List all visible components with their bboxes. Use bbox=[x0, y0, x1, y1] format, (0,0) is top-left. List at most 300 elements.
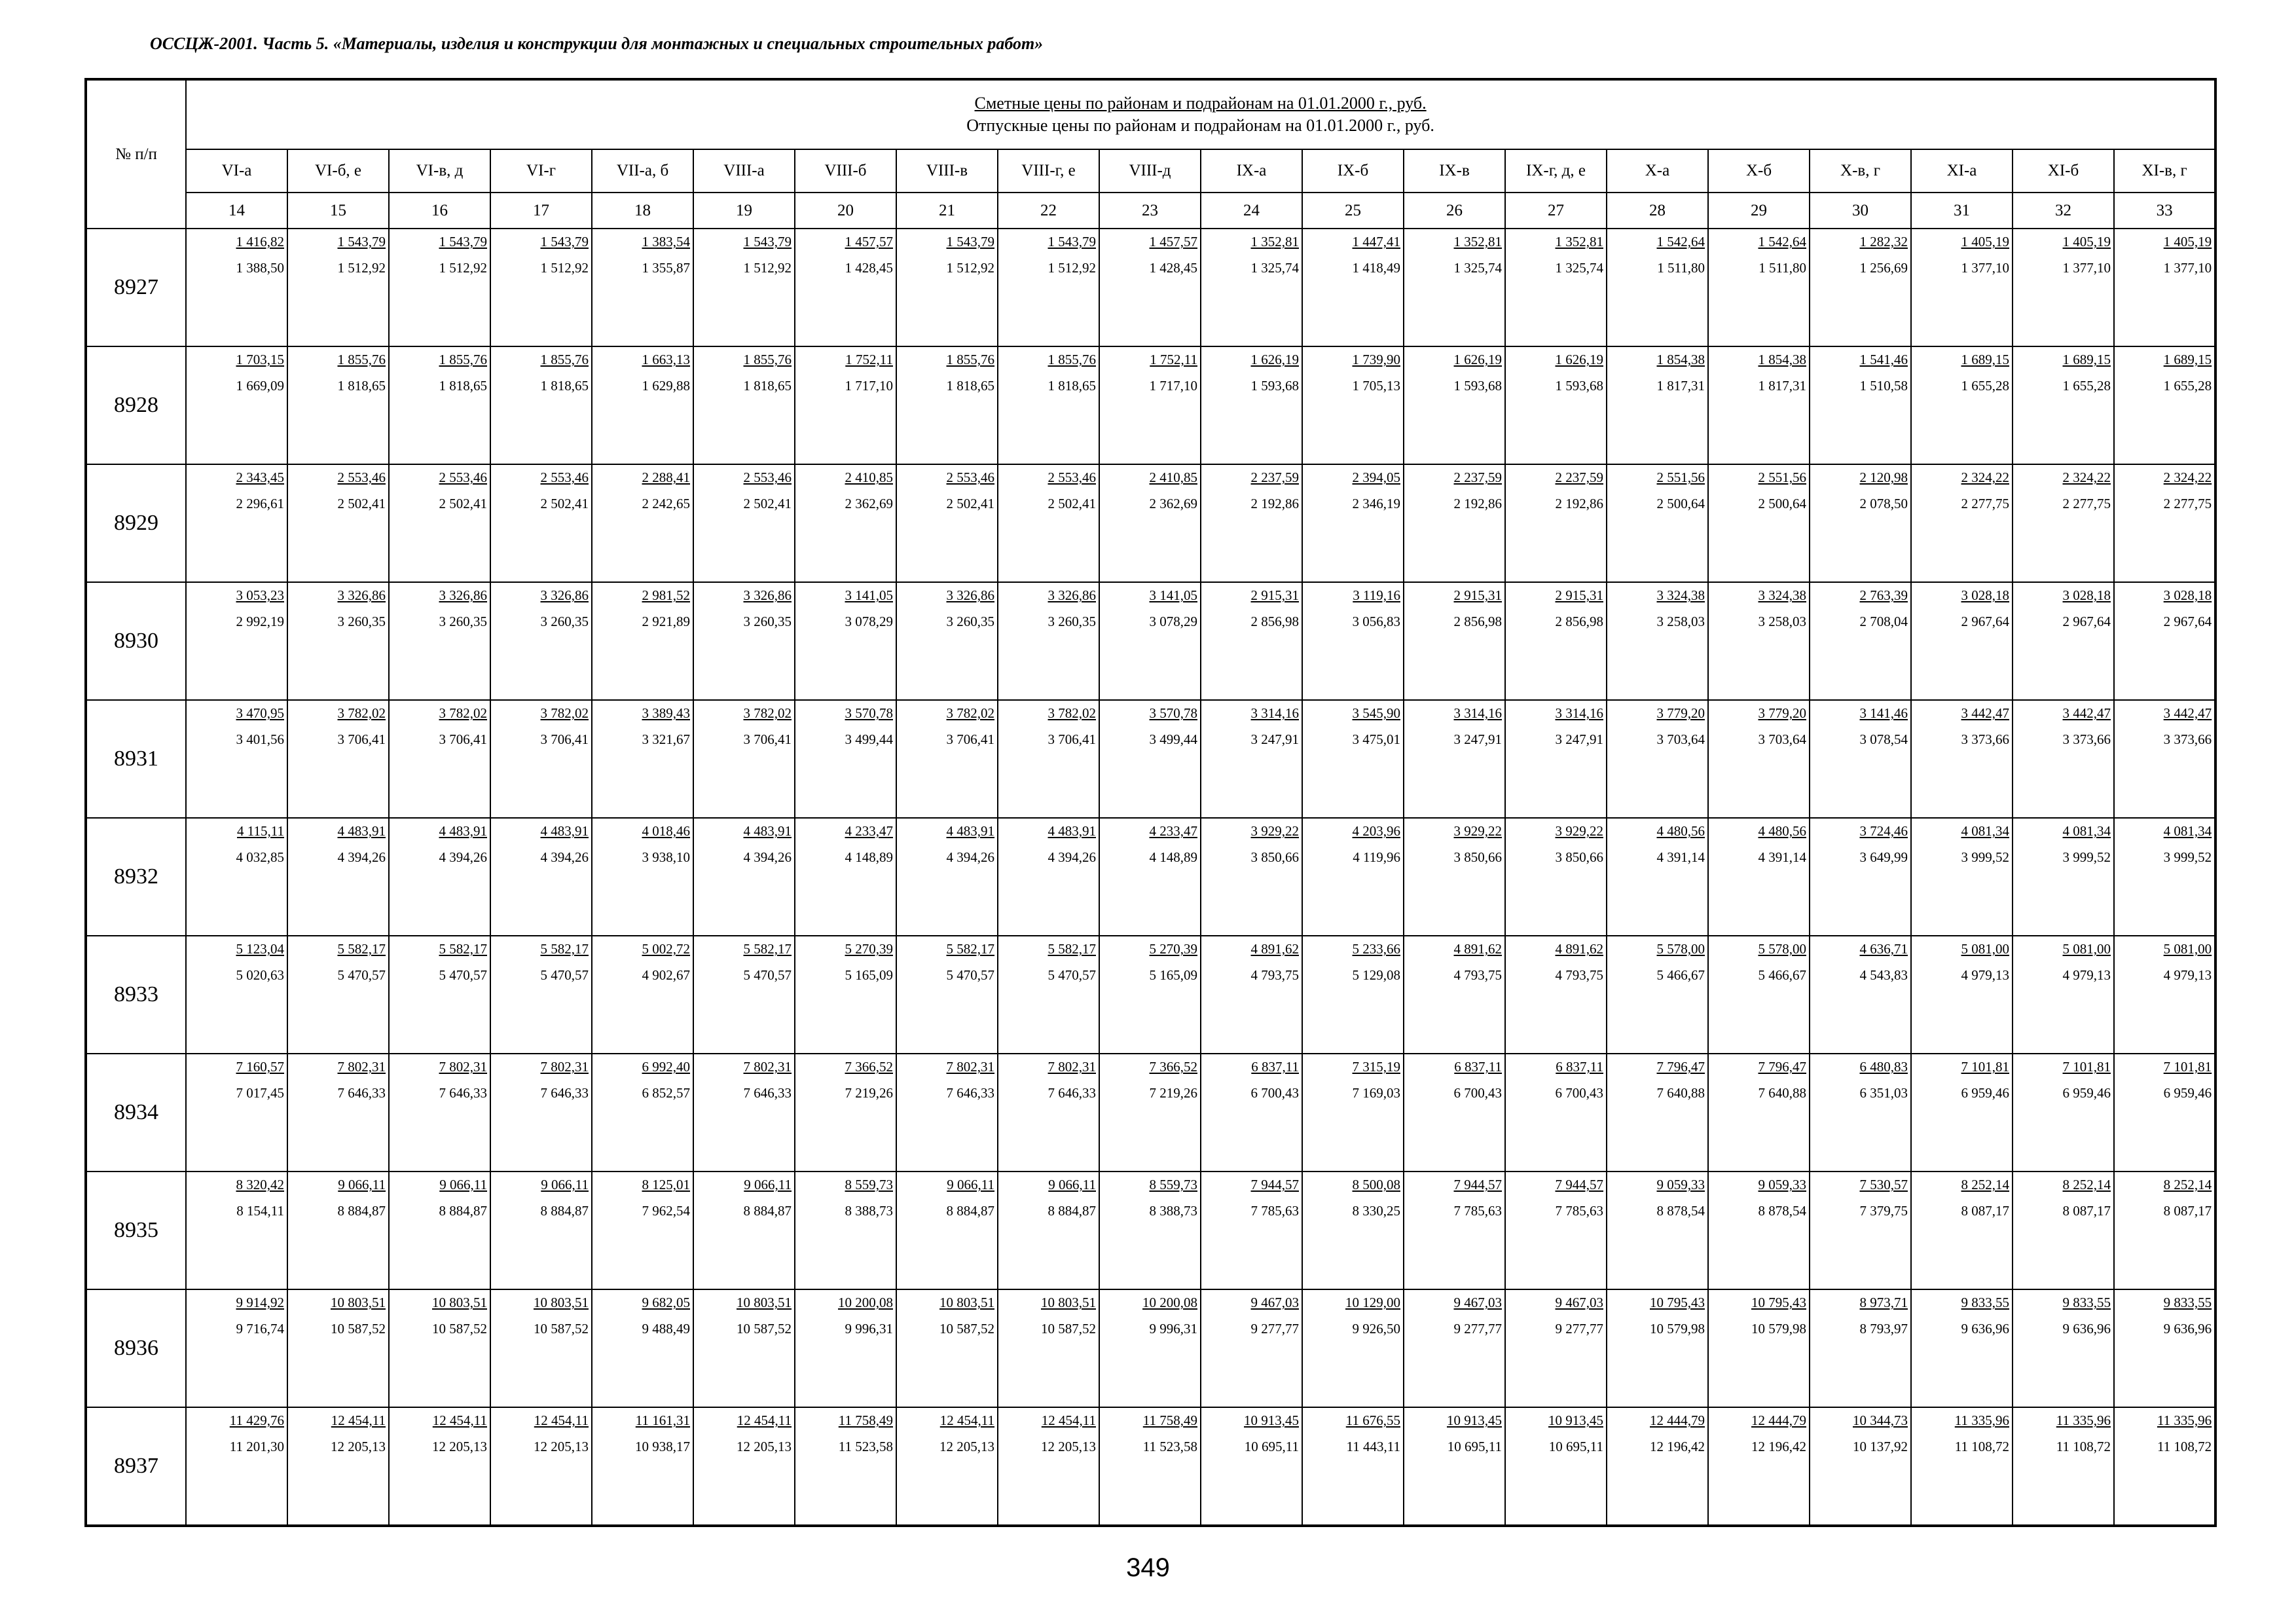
estimate-price: 3 053,23 bbox=[236, 587, 284, 603]
price-cell bbox=[1505, 1054, 1607, 1172]
price-cell bbox=[795, 936, 896, 1054]
release-price: 1 355,87 bbox=[642, 260, 690, 276]
price-cell bbox=[2013, 700, 2114, 818]
estimate-price: 4 203,96 bbox=[1352, 823, 1400, 839]
price-cell bbox=[1099, 936, 1201, 1054]
release-price: 8 884,87 bbox=[540, 1203, 589, 1219]
release-price: 2 502,41 bbox=[337, 496, 386, 511]
estimate-price: 10 129,00 bbox=[1345, 1295, 1400, 1310]
price-cell bbox=[693, 936, 795, 1054]
release-price: 5 165,09 bbox=[845, 967, 893, 983]
price-cell bbox=[592, 818, 693, 936]
estimate-price: 7 101,81 bbox=[2062, 1059, 2111, 1075]
region-header: XI-б bbox=[2013, 149, 2114, 193]
column-number: 24 bbox=[1201, 193, 1302, 229]
release-price: 4 394,26 bbox=[1048, 849, 1096, 865]
price-cell bbox=[1607, 1289, 1708, 1407]
estimate-price: 9 066,11 bbox=[947, 1177, 994, 1192]
price-cell bbox=[592, 346, 693, 464]
estimate-price: 8 252,14 bbox=[1961, 1177, 2009, 1192]
price-cell bbox=[1099, 1054, 1201, 1172]
release-price: 1 325,74 bbox=[1453, 260, 1502, 276]
price-cell bbox=[2013, 1407, 2114, 1526]
table-row bbox=[86, 1289, 2215, 1407]
price-cell bbox=[1911, 1289, 2013, 1407]
release-price: 9 488,49 bbox=[642, 1321, 690, 1337]
release-price: 8 878,54 bbox=[1656, 1203, 1705, 1219]
price-cell bbox=[1099, 229, 1201, 346]
price-cell bbox=[490, 1054, 592, 1172]
region-header: VIII-г, е bbox=[998, 149, 1099, 193]
release-price: 1 818,65 bbox=[946, 378, 994, 394]
price-cell bbox=[389, 700, 490, 818]
price-cell bbox=[1302, 818, 1404, 936]
release-price: 2 708,04 bbox=[1859, 614, 1908, 629]
column-number: 27 bbox=[1505, 193, 1607, 229]
release-price: 12 205,13 bbox=[432, 1439, 487, 1454]
estimate-price: 7 802,31 bbox=[1048, 1059, 1096, 1075]
price-cell bbox=[693, 346, 795, 464]
release-price: 3 247,91 bbox=[1555, 731, 1603, 747]
release-price: 10 587,52 bbox=[1041, 1321, 1096, 1337]
release-price: 1 418,49 bbox=[1352, 260, 1400, 276]
price-cell bbox=[490, 1407, 592, 1526]
estimate-price: 2 763,39 bbox=[1859, 587, 1908, 603]
estimate-price: 1 541,46 bbox=[1859, 352, 1908, 367]
price-cell bbox=[896, 1289, 998, 1407]
estimate-price: 3 782,02 bbox=[1048, 705, 1096, 721]
release-price: 3 373,66 bbox=[2163, 731, 2212, 747]
release-price: 2 856,98 bbox=[1250, 614, 1299, 629]
price-cell bbox=[2114, 1054, 2215, 1172]
price-cell bbox=[896, 464, 998, 582]
estimate-price: 1 855,76 bbox=[337, 352, 386, 367]
price-cell bbox=[896, 818, 998, 936]
estimate-price: 8 252,14 bbox=[2062, 1177, 2111, 1192]
price-cell bbox=[1302, 1054, 1404, 1172]
price-cell bbox=[1708, 346, 1810, 464]
release-price: 3 649,99 bbox=[1859, 849, 1908, 865]
row-number: 8934 bbox=[86, 1054, 186, 1172]
estimate-price: 1 457,57 bbox=[1149, 234, 1197, 249]
release-price: 1 510,58 bbox=[1859, 378, 1908, 394]
price-cell bbox=[1201, 1172, 1302, 1289]
estimate-price: 2 915,31 bbox=[1453, 587, 1502, 603]
price-cell bbox=[1505, 464, 1607, 582]
price-cell bbox=[186, 464, 287, 582]
estimate-price: 2 324,22 bbox=[1961, 470, 2009, 485]
price-cell bbox=[1708, 818, 1810, 936]
price-cell bbox=[1607, 464, 1708, 582]
price-cell bbox=[1302, 229, 1404, 346]
estimate-price: 1 663,13 bbox=[642, 352, 690, 367]
estimate-price: 3 779,20 bbox=[1758, 705, 1806, 721]
estimate-price: 7 802,31 bbox=[946, 1059, 994, 1075]
estimate-price: 2 553,46 bbox=[540, 470, 589, 485]
release-price: 1 818,65 bbox=[743, 378, 792, 394]
region-header: VIII-д bbox=[1099, 149, 1201, 193]
release-price: 2 502,41 bbox=[439, 496, 487, 511]
estimate-price: 5 578,00 bbox=[1656, 941, 1705, 957]
region-header: IX-б bbox=[1302, 149, 1404, 193]
region-header: VI-г bbox=[490, 149, 592, 193]
price-cell bbox=[1607, 582, 1708, 700]
price-cell bbox=[1505, 818, 1607, 936]
estimate-price: 6 837,11 bbox=[1556, 1059, 1603, 1075]
table-row bbox=[86, 936, 2215, 1054]
table-row bbox=[86, 1054, 2215, 1172]
estimate-price: 1 457,57 bbox=[845, 234, 893, 249]
price-cell bbox=[1911, 1172, 2013, 1289]
price-cell bbox=[1404, 1289, 1505, 1407]
release-price: 8 087,17 bbox=[1961, 1203, 2009, 1219]
np-header: № п/п bbox=[86, 79, 186, 229]
estimate-price: 1 626,19 bbox=[1453, 352, 1502, 367]
column-number: 28 bbox=[1607, 193, 1708, 229]
estimate-price: 3 326,86 bbox=[1048, 587, 1096, 603]
price-cell bbox=[1201, 818, 1302, 936]
release-price: 9 636,96 bbox=[1961, 1321, 2009, 1337]
column-number: 19 bbox=[693, 193, 795, 229]
estimate-price: 1 405,19 bbox=[2163, 234, 2212, 249]
estimate-price: 3 389,43 bbox=[642, 705, 690, 721]
price-cell bbox=[998, 1407, 1099, 1526]
estimate-price: 3 028,18 bbox=[2163, 587, 2212, 603]
estimate-price: 2 553,46 bbox=[946, 470, 994, 485]
price-cell bbox=[2013, 936, 2114, 1054]
estimate-price: 5 578,00 bbox=[1758, 941, 1806, 957]
estimate-price: 4 480,56 bbox=[1758, 823, 1806, 839]
estimate-price: 8 500,08 bbox=[1352, 1177, 1400, 1192]
release-price: 3 078,29 bbox=[1149, 614, 1197, 629]
release-price: 4 902,67 bbox=[642, 967, 690, 983]
estimate-price: 3 442,47 bbox=[1961, 705, 2009, 721]
price-cell bbox=[1911, 1054, 2013, 1172]
price-cell bbox=[1099, 582, 1201, 700]
estimate-price: 4 891,62 bbox=[1250, 941, 1299, 957]
release-price: 3 078,29 bbox=[845, 614, 893, 629]
release-price: 10 587,52 bbox=[534, 1321, 589, 1337]
estimate-price: 9 467,03 bbox=[1453, 1295, 1502, 1310]
estimate-price: 3 782,02 bbox=[439, 705, 487, 721]
estimate-price: 11 161,31 bbox=[635, 1412, 690, 1428]
estimate-price: 11 335,96 bbox=[1954, 1412, 2009, 1428]
price-cell bbox=[1302, 700, 1404, 818]
estimate-price: 2 551,56 bbox=[1656, 470, 1705, 485]
price-cell bbox=[795, 464, 896, 582]
price-cell bbox=[1099, 1289, 1201, 1407]
table-row bbox=[86, 346, 2215, 464]
release-price: 8 884,87 bbox=[946, 1203, 994, 1219]
estimate-price: 7 530,57 bbox=[1859, 1177, 1908, 1192]
release-price: 8 154,11 bbox=[236, 1203, 284, 1219]
release-price: 7 646,33 bbox=[540, 1085, 589, 1101]
price-cell bbox=[287, 1054, 389, 1172]
estimate-price: 10 803,51 bbox=[939, 1295, 994, 1310]
release-price: 3 260,35 bbox=[743, 614, 792, 629]
release-price: 7 785,63 bbox=[1453, 1203, 1502, 1219]
price-cell bbox=[896, 1407, 998, 1526]
release-price: 1 512,92 bbox=[439, 260, 487, 276]
estimate-price: 3 326,86 bbox=[540, 587, 589, 603]
release-price: 2 078,50 bbox=[1859, 496, 1908, 511]
estimate-price: 3 324,38 bbox=[1656, 587, 1705, 603]
estimate-price: 1 689,15 bbox=[1961, 352, 2009, 367]
estimate-price: 1 282,32 bbox=[1859, 234, 1908, 249]
estimate-price: 1 855,76 bbox=[540, 352, 589, 367]
estimate-price: 2 120,98 bbox=[1859, 470, 1908, 485]
estimate-price: 11 335,96 bbox=[2056, 1412, 2111, 1428]
estimate-price: 2 553,46 bbox=[337, 470, 386, 485]
release-price: 4 148,89 bbox=[1149, 849, 1197, 865]
release-price: 2 192,86 bbox=[1555, 496, 1603, 511]
estimate-price: 3 929,22 bbox=[1555, 823, 1603, 839]
price-cell bbox=[592, 1172, 693, 1289]
release-price: 11 108,72 bbox=[1954, 1439, 2009, 1454]
estimate-price: 2 551,56 bbox=[1758, 470, 1806, 485]
release-price: 12 205,13 bbox=[737, 1439, 792, 1454]
price-cell bbox=[795, 1407, 896, 1526]
price-cell bbox=[1099, 700, 1201, 818]
column-number: 14 bbox=[186, 193, 287, 229]
estimate-price: 4 233,47 bbox=[845, 823, 893, 839]
price-cell bbox=[2013, 582, 2114, 700]
release-price: 5 466,67 bbox=[1758, 967, 1806, 983]
row-number: 8927 bbox=[86, 229, 186, 346]
estimate-price: 7 101,81 bbox=[1961, 1059, 2009, 1075]
release-price: 2 277,75 bbox=[2062, 496, 2111, 511]
estimate-price: 12 454,11 bbox=[1041, 1412, 1096, 1428]
release-price: 1 817,31 bbox=[1758, 378, 1806, 394]
price-cell bbox=[1607, 936, 1708, 1054]
page-number: 349 bbox=[1126, 1553, 1170, 1582]
region-header: VIII-а bbox=[693, 149, 795, 193]
release-price: 5 129,08 bbox=[1352, 967, 1400, 983]
release-price: 1 256,69 bbox=[1859, 260, 1908, 276]
estimate-price: 3 929,22 bbox=[1250, 823, 1299, 839]
release-price: 4 979,13 bbox=[2163, 967, 2212, 983]
release-price: 4 391,14 bbox=[1758, 849, 1806, 865]
estimate-price: 10 803,51 bbox=[331, 1295, 386, 1310]
release-price: 3 850,66 bbox=[1453, 849, 1502, 865]
row-number: 8931 bbox=[86, 700, 186, 818]
release-price: 2 277,75 bbox=[2163, 496, 2212, 511]
estimate-price: 4 115,11 bbox=[237, 823, 284, 839]
price-cell bbox=[186, 229, 287, 346]
price-cell bbox=[1708, 229, 1810, 346]
price-cell bbox=[1201, 1054, 1302, 1172]
release-price: 8 884,87 bbox=[337, 1203, 386, 1219]
estimate-price: 2 915,31 bbox=[1555, 587, 1603, 603]
price-cell bbox=[1708, 1289, 1810, 1407]
price-cell bbox=[795, 1054, 896, 1172]
price-cell bbox=[1404, 346, 1505, 464]
estimate-price: 2 237,59 bbox=[1250, 470, 1299, 485]
release-price: 11 108,72 bbox=[2056, 1439, 2111, 1454]
price-cell bbox=[389, 582, 490, 700]
estimate-price: 3 326,86 bbox=[439, 587, 487, 603]
estimate-price: 3 782,02 bbox=[743, 705, 792, 721]
release-price: 5 470,57 bbox=[439, 967, 487, 983]
price-cell bbox=[1302, 1289, 1404, 1407]
column-number: 33 bbox=[2114, 193, 2215, 229]
estimate-price: 6 992,40 bbox=[642, 1059, 690, 1075]
release-price: 3 373,66 bbox=[2062, 731, 2111, 747]
row-number: 8937 bbox=[86, 1407, 186, 1526]
release-price: 3 850,66 bbox=[1555, 849, 1603, 865]
price-cell bbox=[1505, 582, 1607, 700]
release-price: 9 926,50 bbox=[1352, 1321, 1400, 1337]
release-price: 1 512,92 bbox=[743, 260, 792, 276]
release-price: 2 362,69 bbox=[845, 496, 893, 511]
column-number: 31 bbox=[1911, 193, 2013, 229]
estimate-price: 5 582,17 bbox=[540, 941, 589, 957]
price-cell bbox=[2013, 464, 2114, 582]
release-price: 7 379,75 bbox=[1859, 1203, 1908, 1219]
release-price: 7 646,33 bbox=[743, 1085, 792, 1101]
release-price: 7 646,33 bbox=[946, 1085, 994, 1101]
estimate-price: 7 366,52 bbox=[1149, 1059, 1197, 1075]
estimate-price: 1 626,19 bbox=[1555, 352, 1603, 367]
release-price: 7 017,45 bbox=[236, 1085, 284, 1101]
price-cell bbox=[592, 1289, 693, 1407]
price-cell bbox=[1404, 1172, 1505, 1289]
column-number: 26 bbox=[1404, 193, 1505, 229]
release-price: 10 587,52 bbox=[432, 1321, 487, 1337]
release-price: 8 878,54 bbox=[1758, 1203, 1806, 1219]
column-number: 21 bbox=[896, 193, 998, 229]
estimate-price: 1 543,79 bbox=[439, 234, 487, 249]
release-price: 2 277,75 bbox=[1961, 496, 2009, 511]
estimate-price: 1 405,19 bbox=[2062, 234, 2111, 249]
estimate-price: 9 914,92 bbox=[236, 1295, 284, 1310]
release-price: 6 700,43 bbox=[1555, 1085, 1603, 1101]
region-header: IX-в bbox=[1404, 149, 1505, 193]
estimate-price: 12 454,11 bbox=[534, 1412, 589, 1428]
release-price: 8 388,73 bbox=[845, 1203, 893, 1219]
price-cell bbox=[287, 1289, 389, 1407]
price-cell bbox=[1201, 346, 1302, 464]
column-number: 17 bbox=[490, 193, 592, 229]
price-cell bbox=[1099, 346, 1201, 464]
release-price: 7 640,88 bbox=[1758, 1085, 1806, 1101]
price-cell bbox=[2114, 936, 2215, 1054]
price-cell bbox=[592, 464, 693, 582]
region-header: XI-а bbox=[1911, 149, 2013, 193]
estimate-price: 1 543,79 bbox=[743, 234, 792, 249]
running-title: ОССЦЖ-2001. Часть 5. «Материалы, изделия и конструкции для монтажных и специальных строительных работ» bbox=[150, 34, 1044, 53]
release-price: 5 165,09 bbox=[1149, 967, 1197, 983]
estimate-price: 3 119,16 bbox=[1353, 587, 1400, 603]
release-price: 8 884,87 bbox=[439, 1203, 487, 1219]
price-cell bbox=[490, 936, 592, 1054]
price-cell bbox=[1201, 1289, 1302, 1407]
estimate-price: 1 543,79 bbox=[337, 234, 386, 249]
estimate-price: 3 314,16 bbox=[1250, 705, 1299, 721]
estimate-price: 4 018,46 bbox=[642, 823, 690, 839]
price-cell bbox=[490, 1289, 592, 1407]
release-price: 1 377,10 bbox=[1961, 260, 2009, 276]
price-cell bbox=[287, 582, 389, 700]
estimate-price: 5 582,17 bbox=[1048, 941, 1096, 957]
release-price: 11 523,58 bbox=[1142, 1439, 1197, 1454]
price-cell bbox=[287, 229, 389, 346]
table-row bbox=[86, 1172, 2215, 1289]
estimate-price: 3 779,20 bbox=[1656, 705, 1705, 721]
price-cell bbox=[2114, 700, 2215, 818]
release-price: 1 655,28 bbox=[2163, 378, 2212, 394]
release-price: 4 119,96 bbox=[1353, 849, 1400, 865]
release-price: 5 470,57 bbox=[1048, 967, 1096, 983]
release-price: 9 277,77 bbox=[1453, 1321, 1502, 1337]
release-price: 8 793,97 bbox=[1859, 1321, 1908, 1337]
price-cell bbox=[795, 1289, 896, 1407]
estimate-price: 9 059,33 bbox=[1656, 1177, 1705, 1192]
price-cell bbox=[998, 229, 1099, 346]
price-cell bbox=[1708, 700, 1810, 818]
price-cell bbox=[1607, 700, 1708, 818]
price-cell bbox=[693, 229, 795, 346]
estimate-price: 4 483,91 bbox=[946, 823, 994, 839]
estimate-price: 3 326,86 bbox=[743, 587, 792, 603]
estimate-price: 11 676,55 bbox=[1345, 1412, 1400, 1428]
price-cell bbox=[1404, 1054, 1505, 1172]
price-cell bbox=[490, 582, 592, 700]
release-price: 1 325,74 bbox=[1555, 260, 1603, 276]
price-cell bbox=[693, 1289, 795, 1407]
price-cell bbox=[1099, 464, 1201, 582]
price-cell bbox=[490, 346, 592, 464]
estimate-price: 5 582,17 bbox=[743, 941, 792, 957]
price-cell bbox=[896, 700, 998, 818]
price-cell bbox=[1505, 229, 1607, 346]
price-cell bbox=[2114, 1289, 2215, 1407]
estimate-price: 5 582,17 bbox=[946, 941, 994, 957]
estimate-price: 5 081,00 bbox=[2163, 941, 2212, 957]
price-cell bbox=[1810, 582, 1911, 700]
estimate-price: 10 913,45 bbox=[1447, 1412, 1502, 1428]
price-cell bbox=[1302, 936, 1404, 1054]
release-price: 1 325,74 bbox=[1250, 260, 1299, 276]
release-price: 1 511,80 bbox=[1657, 260, 1705, 276]
estimate-price: 1 352,81 bbox=[1453, 234, 1502, 249]
estimate-price: 11 335,96 bbox=[2157, 1412, 2212, 1428]
price-cell bbox=[1505, 1289, 1607, 1407]
price-cell bbox=[1810, 229, 1911, 346]
estimate-price: 9 066,11 bbox=[1048, 1177, 1096, 1192]
release-price: 2 500,64 bbox=[1758, 496, 1806, 511]
estimate-price: 10 200,08 bbox=[1142, 1295, 1197, 1310]
price-cell bbox=[998, 700, 1099, 818]
release-price: 3 703,64 bbox=[1758, 731, 1806, 747]
release-price: 9 277,77 bbox=[1250, 1321, 1299, 1337]
estimate-price: 1 447,41 bbox=[1352, 234, 1400, 249]
table-row bbox=[86, 700, 2215, 818]
price-cell bbox=[1201, 229, 1302, 346]
release-price: 9 996,31 bbox=[1149, 1321, 1197, 1337]
estimate-price: 4 081,34 bbox=[1961, 823, 2009, 839]
estimate-price: 9 682,05 bbox=[642, 1295, 690, 1310]
price-cell bbox=[795, 346, 896, 464]
release-price: 4 793,75 bbox=[1555, 967, 1603, 983]
estimate-price: 1 752,11 bbox=[1150, 352, 1197, 367]
release-price: 5 020,63 bbox=[236, 967, 284, 983]
estimate-price: 1 855,76 bbox=[743, 352, 792, 367]
release-price: 3 703,64 bbox=[1656, 731, 1705, 747]
estimate-price: 10 200,08 bbox=[838, 1295, 893, 1310]
price-cell bbox=[1911, 464, 2013, 582]
release-price: 10 579,98 bbox=[1650, 1321, 1705, 1337]
